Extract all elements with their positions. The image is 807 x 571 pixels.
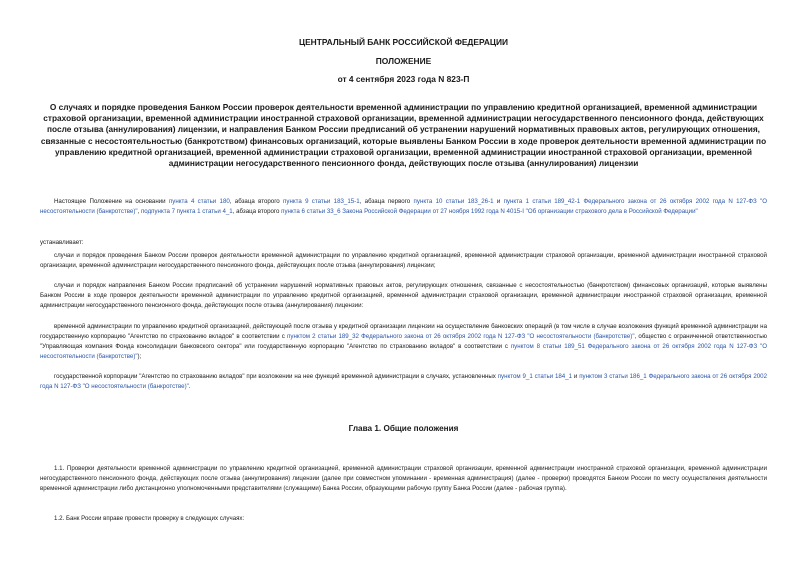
- link-article-189-51[interactable]: пунктом 8 статьи 189_51 Федерального закона от 26 октября 2002 года N 127-ФЗ "О несостоятельности (банкротстве)": [40, 342, 767, 360]
- establishes-label: устанавливает:: [40, 239, 84, 246]
- document-date-heading: от 4 сентября 2023 года N 823-П: [337, 74, 470, 84]
- link-article-183-15-1[interactable]: пункта 9 статьи 183_15-1: [283, 198, 360, 205]
- item-paragraph-3: [40, 322, 767, 362]
- preamble-text: , абзаца первого: [359, 198, 414, 205]
- preamble-text: ,: [137, 207, 141, 215]
- item-text: .: [188, 382, 191, 390]
- item-paragraph-1: случаи и порядок проведения Банком России проверок деятельности временной администрации по управлению кредитной организацией, временной администрации страховой организации, временной администрации иностранной страховой организации, временной администрации негосударственного пенсионного фонда, действующих после отзыва (аннулирования) лицензии;: [40, 252, 767, 269]
- document-title: О случаях и порядке проведения Банком России проверок деятельности временной администрации по управлению кредитной организацией, временной администрации страховой организации, временной администрации иностранной страховой организации, временной администрации негосударственного пенсионного фонда, действующих после отзыва (аннулирования) лицензии, и направления Банком России предписаний об устранении нарушений нормативных правовых актов, регулирующих отношения, связанные с несостоятельностью (банкротством) финансовых организаций, которые выявлены Банком России в ходе проверок деятельности временной администрации по управлению кредитной организацией, временной администрации страховой организации, временной администрации иностранной страховой организации, временной администрации негосударственного пенсионного фонда, действующих после отзыва (аннулирования) лицензии: [40, 102, 767, 169]
- preamble-text: , абзаца второго: [229, 198, 284, 205]
- item-text: и: [572, 373, 580, 380]
- link-article-189-32[interactable]: пунктом 2 статьи 189_32 Федерального закона от 26 октября 2002 года N 127-ФЗ "О несостоятельности (банкротстве)": [287, 332, 635, 340]
- link-article-184-1[interactable]: пунктом 9_1 статьи 184_1: [497, 373, 573, 380]
- link-article-33-6[interactable]: пункта 6 статьи 33_6: [281, 207, 341, 215]
- item-text: , общество с ограниченной ответственностью "Управляющая компания Фонда консолидации банковского сектора" или государственную корпорацию "Агентство по страхованию вкладов" в соответствии с: [40, 332, 768, 350]
- section-1-1: 1.1. Проверки деятельности временной администрации по управлению кредитной организацией, временной администрации страховой организации, временной администрации иностранной страховой организации, временной администрации негосударственного пенсионного фонда, действующих после отзыва (аннулирования) лицензии (далее при совместном упоминании - временная администрация) (далее - проверки) проводятся Банком России по месту осуществления деятельности временной администрации либо дистанционно уполномоченными представителями (служащими) Банка России, образующими рабочую группу Банка России (далее - рабочая группа).: [40, 465, 767, 492]
- link-law-4015-1[interactable]: Закона Российской Федерации от 27 ноября 1992 года N 4015-I "Об организации страхового дела в Российской Федерации": [342, 207, 698, 215]
- link-article-186-1[interactable]: пунктом 3 статьи 186_1: [579, 373, 647, 380]
- preamble-text: и: [493, 198, 504, 205]
- link-article-189-42-1[interactable]: пункта 1 статьи 189_42-1: [503, 198, 581, 205]
- item-paragraph-2: случаи и порядок направления Банком России предписаний об устранении нарушений нормативных правовых актов, регулирующих отношения, связанные с несостоятельностью (банкротством) финансовых организаций, которые выявлены Банком России в ходе проверок деятельности временной администрации по управлению кредитной организацией, временной администрации страховой организации, временной администрации иностранной страховой организации, временной администрации негосударственного пенсионного фонда, действующих после отзыва (аннулирования) лицензии:: [40, 282, 767, 309]
- preamble-text: Настоящее Положение на основании: [54, 198, 169, 205]
- item-paragraph-4: [40, 372, 767, 392]
- preamble-paragraph: [40, 197, 767, 217]
- link-federal-law-127[interactable]: Федерального закона от 26 октября 2002 года N 127-ФЗ "О несостоятельности (банкротстве)": [40, 373, 767, 390]
- issuer-heading: ЦЕНТРАЛЬНЫЙ БАНК РОССИЙСКОЙ ФЕДЕРАЦИИ: [298, 37, 509, 47]
- preamble-text: , абзаца второго: [232, 207, 282, 215]
- link-article-183-26-1[interactable]: пункта 10 статьи 183_26-1: [413, 198, 494, 205]
- link-article-180[interactable]: пункта 4 статьи 180: [168, 198, 230, 205]
- chapter-heading: Глава 1. Общие положения: [348, 424, 459, 433]
- document-type-heading: ПОЛОЖЕНИЕ: [375, 56, 432, 66]
- item-text: временной администрации по управлению кредитной организацией, действующей после отзыва у кредитной организации лицензии на осуществление банковских операций (в том числе в случае возложения функций временной администрации на государственную корпорацию "Агентство по страхованию вкладов" в соответствии с: [40, 323, 767, 340]
- item-text: );: [137, 352, 142, 360]
- link-article-4-1[interactable]: подпункта 7 пункта 1 статьи 4_1: [140, 207, 233, 215]
- section-1-2: 1.2. Банк России вправе провести проверку в следующих случаях:: [54, 515, 245, 522]
- link-federal-law-127[interactable]: Федерального закона от 26 октября 2002 года N 127-ФЗ "О несостоятельности (банкротстве)": [40, 198, 768, 215]
- item-text: государственной корпорации "Агентство по страхованию вкладов" при возложении на нее функций временной администрации в случаях, установленных: [54, 373, 498, 380]
